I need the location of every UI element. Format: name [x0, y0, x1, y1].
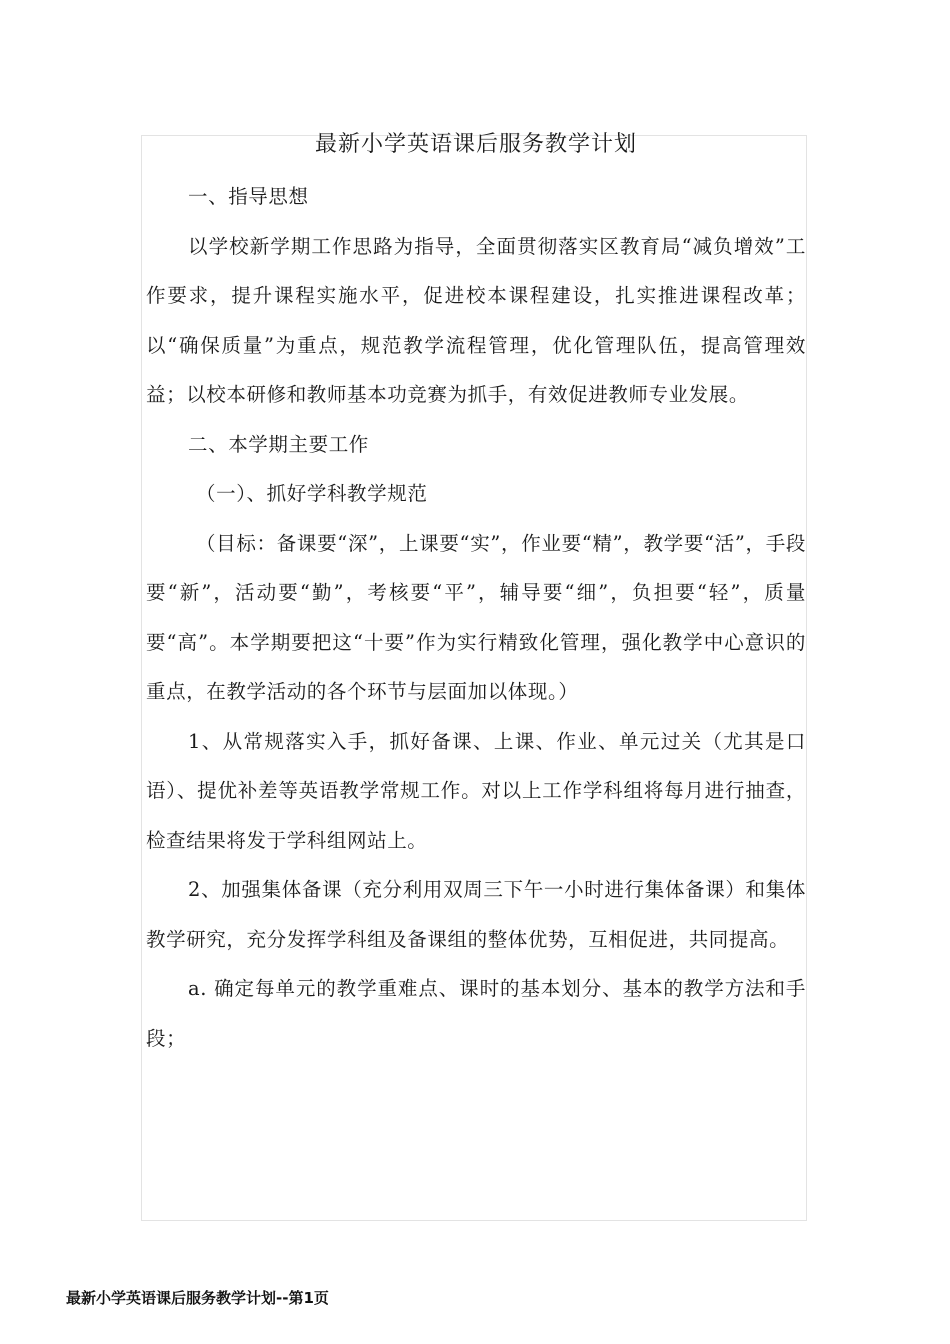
- document-title: 最新小学英语课后服务教学计划: [314, 132, 637, 157]
- section-heading-main-work: 二、本学期主要工作: [188, 432, 369, 456]
- page-footer: 最新小学英语课后服务教学计划--第1页: [66, 1289, 329, 1307]
- paragraph-goals: （目标：备课要“深”，上课要“实”，作业要“精”，教学要“活”，手段要“新”，活动要“勤”，考核要“平”，辅导要“细”，负担要“轻”，质量要“高”。本学期要把这“十要”作为实行精致化管理，强化教学中心意识的重点，在教学活动的各个环节与层面加以体现。）: [146, 531, 806, 703]
- paragraph-guiding-ideology: 以学校新学期工作思路为指导，全面贯彻落实区教育局“减负增效”工作要求，提升课程实施水平，促进校本课程建设，扎实推进课程改革；以“确保质量”为重点，规范教学流程管理，优化管理队伍，提高管理效益；以校本研修和教师基本功竞赛为抓手，有效促进教师专业发展。: [146, 234, 806, 406]
- section-heading-guiding-ideology: 一、指导思想: [188, 185, 309, 208]
- list-item-1: 1、从常规落实入手，抓好备课、上课、作业、单元过关（尤其是口语）、提优补差等英语教学常规工作。对以上工作学科组将每月进行抽查，检查结果将发于学科组网站上。: [146, 729, 806, 852]
- list-item-2: 2、加强集体备课（充分利用双周三下午一小时进行集体备课）和集体教学研究，充分发挥学科组及备课组的整体优势，互相促进，共同提高。: [146, 878, 806, 951]
- subsection-heading-teaching-norms: （一）、抓好学科教学规范: [196, 482, 428, 505]
- list-item-a: a. 确定每单元的教学重难点、课时的基本划分、基本的教学方法和手段；: [146, 977, 806, 1050]
- document-body: [146, 122, 806, 1063]
